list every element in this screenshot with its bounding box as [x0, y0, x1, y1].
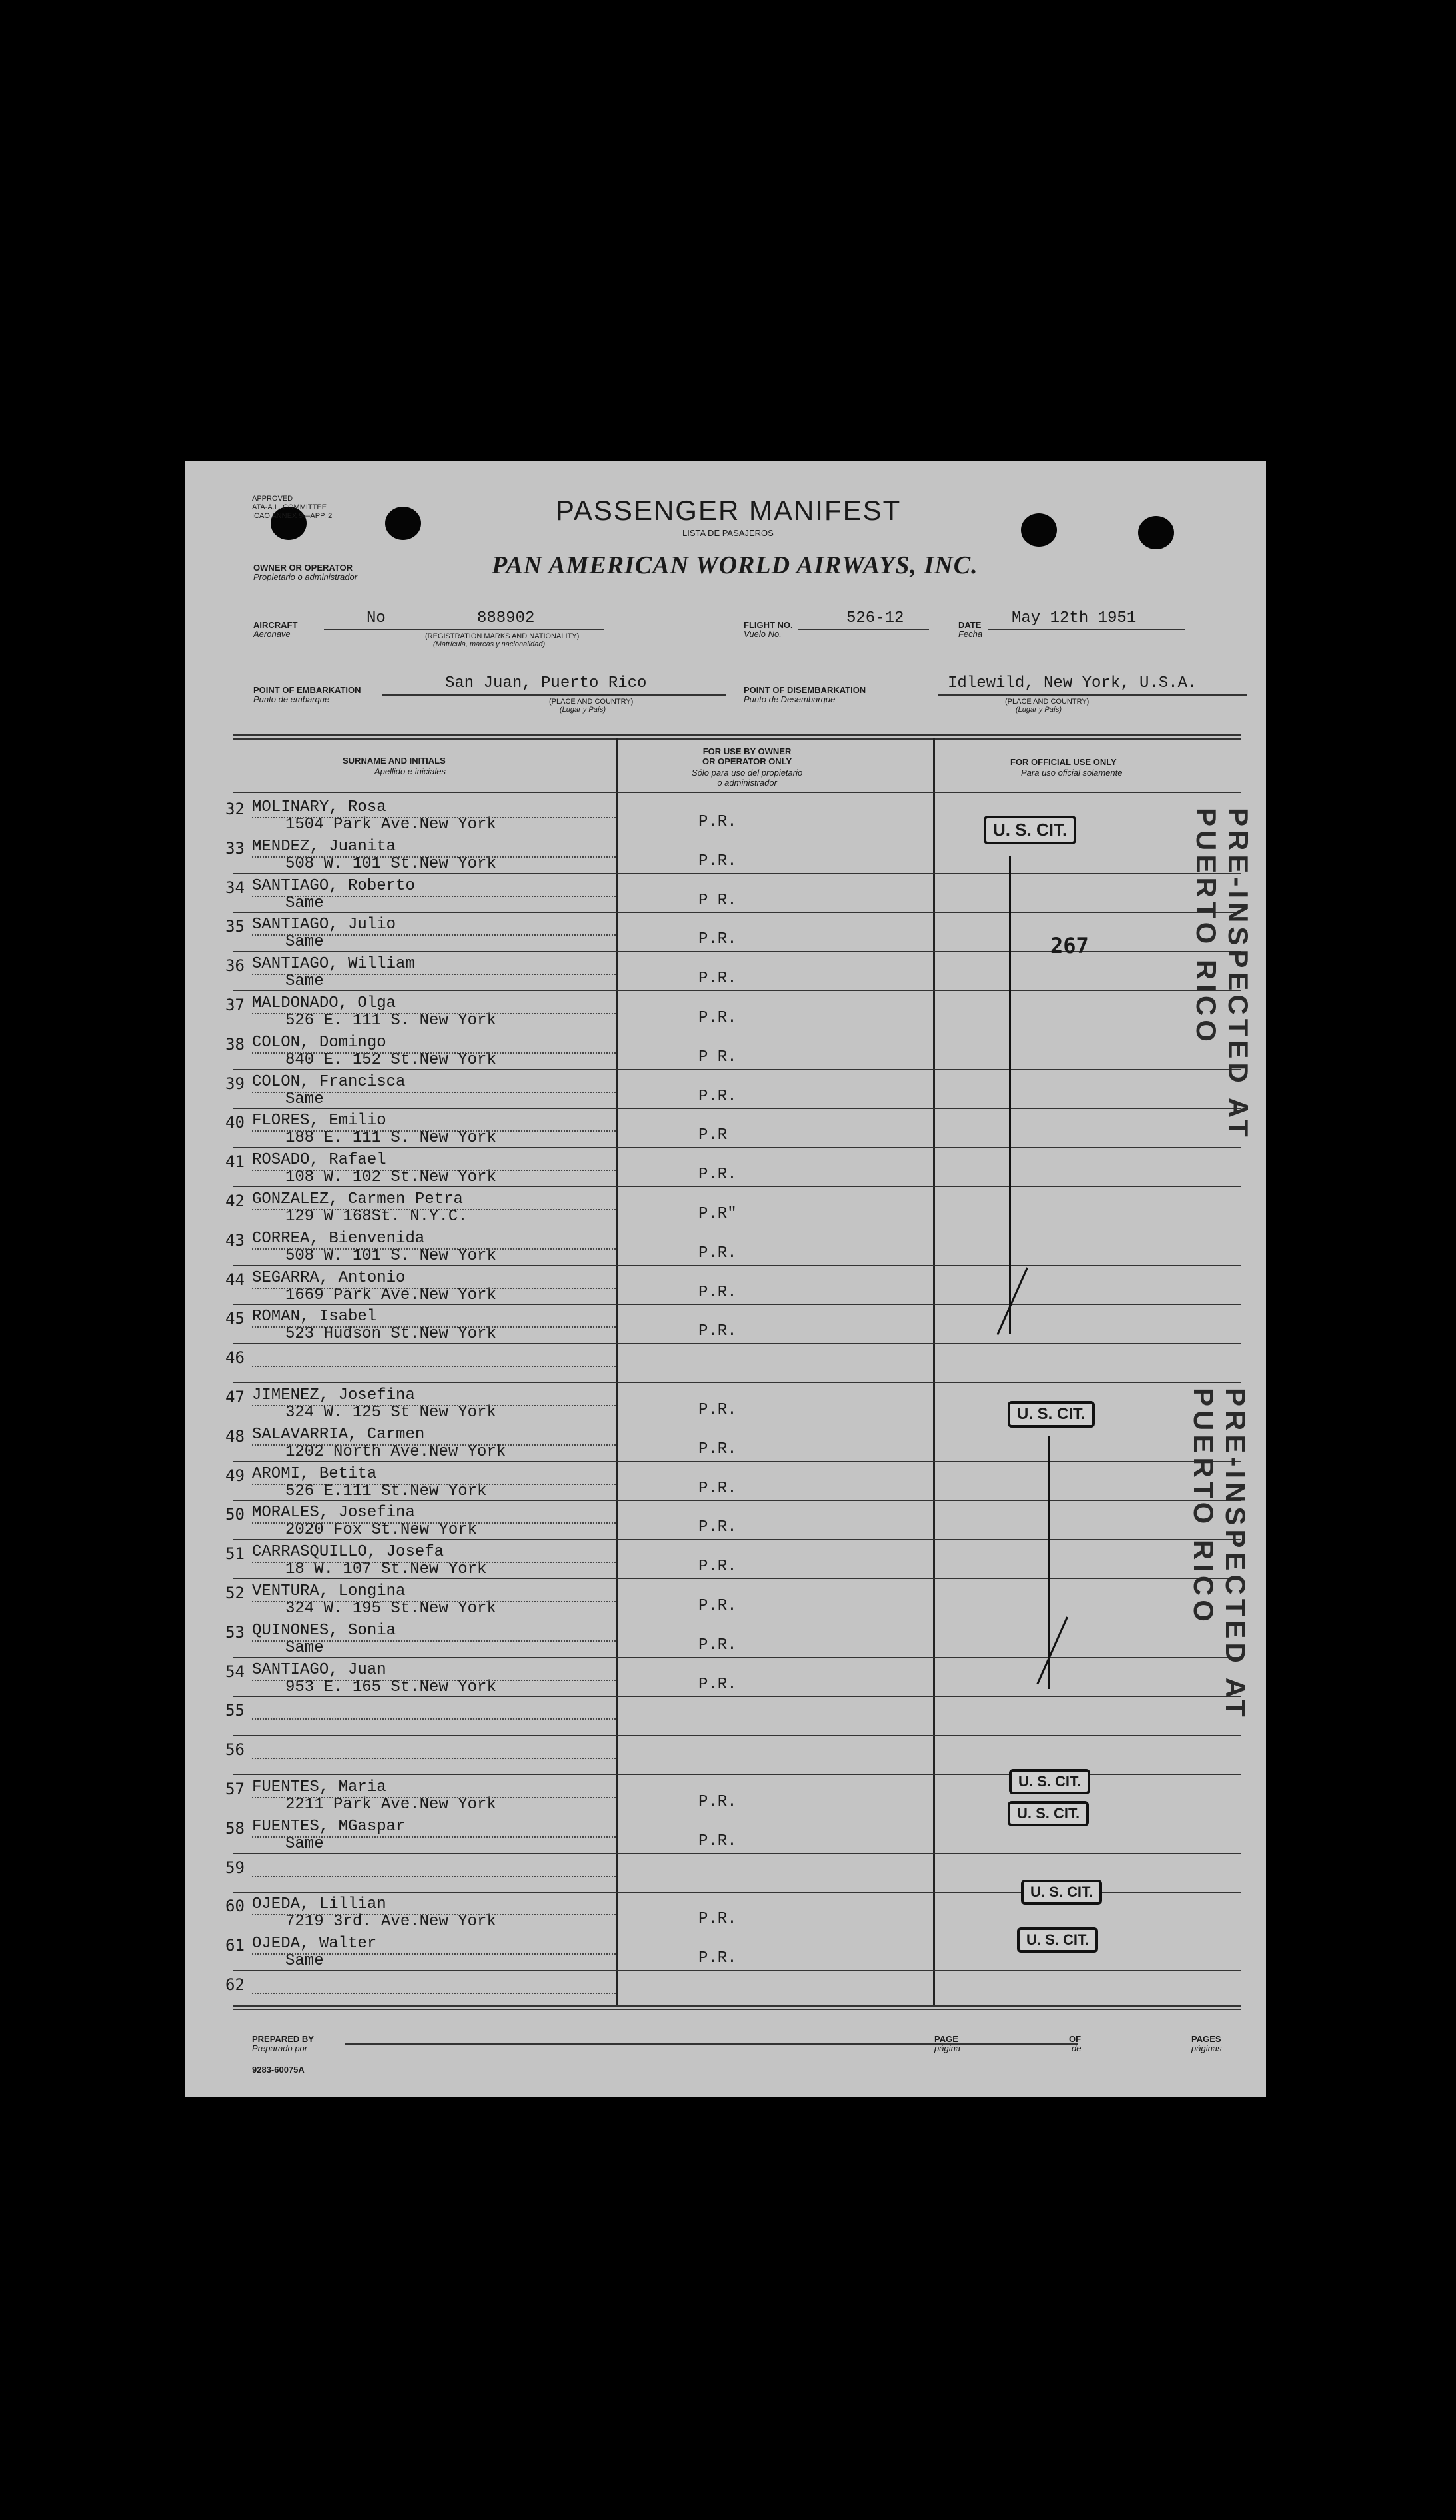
row-divider [233, 1657, 1241, 1658]
row-divider [233, 1578, 1241, 1579]
official-note-number: 267 [1050, 933, 1089, 958]
row-divider [252, 934, 616, 936]
table-row [185, 1148, 1266, 1188]
passenger-address: 840 E. 152 St.New York [285, 1051, 496, 1069]
row-number: 49 [225, 1466, 245, 1485]
operator-note: P.R. [698, 1518, 737, 1536]
row-divider [252, 1052, 616, 1054]
table-row [185, 1854, 1266, 1893]
page-label: PAGE [934, 2034, 958, 2044]
table-row [185, 1619, 1266, 1658]
passenger-address: 188 E. 111 S. New York [285, 1129, 496, 1147]
table-row [185, 913, 1266, 952]
table-row [185, 1932, 1266, 1971]
row-number: 35 [225, 917, 245, 936]
table-row [185, 1188, 1266, 1227]
row-divider [252, 1914, 616, 1915]
row-number: 59 [225, 1858, 245, 1877]
passenger-address: Same [285, 1090, 324, 1108]
col-header-operator-spanish: Sólo para uso del propietario o administrador [692, 768, 803, 788]
page-label-spanish: página [934, 2043, 961, 2053]
disembark-place-country: (PLACE AND COUNTRY) [1005, 698, 1090, 706]
row-divider [233, 873, 1241, 874]
table-row [185, 1658, 1266, 1698]
row-number: 62 [225, 1975, 245, 1994]
row-divider [252, 1953, 616, 1955]
row-divider [233, 1343, 1241, 1344]
disembark-place-country-spanish: (Lugar y País) [1016, 706, 1062, 714]
embark-place-country: (PLACE AND COUNTRY) [549, 698, 634, 706]
pre-inspected-stamp: PRE-INSPECTED AT PUERTO RICO [1191, 808, 1254, 1141]
row-number: 43 [225, 1231, 245, 1250]
row-number: 32 [225, 800, 245, 818]
passenger-name: CORREA, Bienvenida [252, 1230, 425, 1248]
row-divider [233, 990, 1241, 991]
operator-note: P.R. [698, 1244, 737, 1262]
row-divider [252, 1993, 616, 1994]
passenger-name: MENDEZ, Juanita [252, 838, 396, 856]
passenger-address: 1669 Park Ave.New York [285, 1286, 496, 1304]
aircraft-sub-spanish: (Matrícula, marcas y nacionalidad) [433, 640, 546, 648]
table-row [185, 835, 1266, 874]
table-row [185, 1070, 1266, 1110]
of-label-spanish: de [1072, 2043, 1082, 2053]
date-label: DATE [958, 620, 982, 630]
operator-note: P.R. [698, 1009, 737, 1027]
passenger-address: Same [285, 972, 324, 990]
passenger-name: COLON, Domingo [252, 1034, 386, 1052]
col-header-surname: SURNAME AND INITIALS [343, 756, 446, 766]
of-label: OF [1069, 2034, 1082, 2044]
flight-label: FLIGHT NO. [744, 620, 793, 630]
disembark-label: POINT OF DISEMBARKATION [744, 685, 866, 695]
row-divider [252, 1326, 616, 1328]
us-citizen-stamp: U. S. CIT. [1009, 1769, 1090, 1794]
passenger-name: FLORES, Emilio [252, 1112, 386, 1130]
row-divider [252, 974, 616, 975]
operator-note: P.R [698, 1126, 728, 1144]
operator-note: P.R. [698, 1440, 737, 1458]
operator-name: PAN AMERICAN WORLD AIRWAYS, INC. [492, 551, 978, 579]
passenger-name: AROMI, Betita [252, 1465, 377, 1483]
passenger-name: SANTIAGO, Roberto [252, 877, 415, 895]
passenger-address: 129 W 168St. N.Y.C. [285, 1208, 468, 1226]
aircraft-label: AIRCRAFT [253, 620, 298, 630]
operator-note: P.R. [698, 1322, 737, 1340]
col-header-official: FOR OFFICIAL USE ONLY [1010, 757, 1117, 767]
aircraft-label-spanish: Aeronave [253, 629, 291, 639]
table-row [185, 1736, 1266, 1776]
operator-note: P.R. [698, 1832, 737, 1850]
owner-label-spanish: Propietario o administrador [253, 572, 358, 582]
row-divider [252, 1601, 616, 1602]
punch-hole [1021, 513, 1057, 547]
operator-note: P.R. [698, 1793, 737, 1811]
passenger-name: MORALES, Josefina [252, 1504, 415, 1522]
us-citizen-stamp: U. S. CIT. [1021, 1880, 1102, 1905]
operator-note: P R. [698, 892, 737, 910]
date-label-spanish: Fecha [958, 629, 983, 639]
table-row [185, 1776, 1266, 1815]
row-divider [252, 1484, 616, 1485]
manifest-document [185, 461, 1266, 2097]
operator-note: P R. [698, 1048, 737, 1066]
table-row [185, 796, 1266, 835]
row-divider [252, 1797, 616, 1798]
prepared-by-label-spanish: Preparado por [252, 2043, 308, 2053]
row-number: 57 [225, 1780, 245, 1798]
passenger-name: ROSADO, Rafael [252, 1151, 386, 1169]
owner-label: OWNER OR OPERATOR [253, 563, 353, 573]
row-divider [233, 2009, 1241, 2010]
row-number: 46 [225, 1348, 245, 1367]
passenger-name: SANTIAGO, Juan [252, 1661, 386, 1679]
passenger-address: 18 W. 107 St.New York [285, 1560, 487, 1578]
passenger-name: ROMAN, Isabel [252, 1308, 377, 1326]
operator-note: P.R. [698, 1558, 737, 1576]
embark-label: POINT OF EMBARKATION [253, 685, 361, 695]
row-number: 61 [225, 1936, 245, 1955]
table-row [185, 952, 1266, 992]
row-divider [252, 1444, 616, 1446]
row-divider [252, 1562, 616, 1563]
col-header-official-spanish: Para uso oficial solamente [1021, 768, 1123, 778]
operator-note: P.R. [698, 1597, 737, 1615]
row-divider [252, 1248, 616, 1250]
table-row [185, 1580, 1266, 1619]
embark-place-country-spanish: (Lugar y País) [560, 706, 606, 714]
operator-note: P.R. [698, 1949, 737, 1967]
pages-label: PAGES [1191, 2034, 1221, 2044]
table-row [185, 1109, 1266, 1148]
passenger-address: 108 W. 102 St.New York [285, 1168, 496, 1186]
passenger-address: 1504 Park Ave.New York [285, 816, 496, 834]
row-number: 52 [225, 1584, 245, 1602]
passenger-address: 2020 Fox St.New York [285, 1521, 478, 1539]
row-divider [233, 1069, 1241, 1070]
row-divider [252, 1876, 616, 1877]
row-divider [252, 1680, 616, 1681]
disembarkation-point: Idlewild, New York, U.S.A. [948, 674, 1197, 692]
row-divider [233, 1539, 1241, 1540]
row-divider [252, 817, 616, 818]
table-row [185, 1462, 1266, 1502]
row-divider [252, 1836, 616, 1838]
punch-hole [1138, 516, 1174, 549]
aircraft-registration: 888902 [477, 609, 535, 627]
row-divider [233, 1382, 1241, 1383]
table-row [185, 1423, 1266, 1462]
row-divider [252, 1209, 616, 1210]
flight-number: 526-12 [846, 609, 904, 627]
table-row [185, 1031, 1266, 1070]
row-number: 47 [225, 1388, 245, 1406]
check-line [1048, 1436, 1050, 1689]
row-number: 50 [225, 1505, 245, 1524]
row-divider [252, 1718, 616, 1720]
operator-note: P.R. [698, 930, 737, 948]
col-header-operator: FOR USE BY OWNER OR OPERATOR ONLY [702, 746, 792, 766]
row-number: 39 [225, 1074, 245, 1093]
pre-inspected-stamp: PRE-INSPECTED AT PUERTO RICO [1188, 1388, 1251, 1721]
embark-label-spanish: Punto de embarque [253, 694, 330, 704]
operator-note: P.R. [698, 1676, 737, 1694]
check-line [1009, 856, 1011, 1334]
aircraft-sub: (REGISTRATION MARKS AND NATIONALITY) [425, 632, 580, 640]
row-divider [233, 1265, 1241, 1266]
passenger-name: MALDONADO, Olga [252, 994, 396, 1012]
table-row [185, 1501, 1266, 1540]
passenger-name: MOLINARY, Rosa [252, 798, 386, 816]
table-row [185, 992, 1266, 1031]
us-citizen-stamp: U. S. CIT. [1008, 1401, 1095, 1428]
passenger-address: 324 W. 195 St.New York [285, 1600, 496, 1618]
table-row [185, 1384, 1266, 1423]
row-number: 44 [225, 1270, 245, 1289]
embarkation-point: San Juan, Puerto Rico [445, 674, 647, 692]
row-number: 37 [225, 996, 245, 1014]
passenger-name: SANTIAGO, Julio [252, 916, 396, 934]
form-number: 9283-60075A [252, 2065, 305, 2075]
us-citizen-stamp: U. S. CIT. [1017, 1927, 1098, 1953]
passenger-address: Same [285, 894, 324, 912]
row-divider [252, 896, 616, 897]
row-number: 51 [225, 1544, 245, 1563]
row-divider [233, 951, 1241, 952]
row-divider [252, 1522, 616, 1524]
flight-label-spanish: Vuelo No. [744, 629, 782, 639]
passenger-address: Same [285, 1639, 324, 1657]
table-row [185, 1815, 1266, 1854]
row-number: 36 [225, 956, 245, 975]
passenger-address: 2211 Park Ave.New York [285, 1796, 496, 1814]
passenger-address: Same [285, 1835, 324, 1853]
row-number: 58 [225, 1819, 245, 1838]
row-number: 33 [225, 839, 245, 858]
row-number: 40 [225, 1113, 245, 1132]
passenger-name: CARRASQUILLO, Josefa [252, 1543, 444, 1561]
passenger-address: Same [285, 1952, 324, 1970]
prepared-by-label: PREPARED BY [252, 2034, 314, 2044]
punch-hole [385, 507, 421, 540]
page-title: PASSENGER MANIFEST [556, 495, 902, 526]
row-divider [233, 1735, 1241, 1736]
operator-note: P.R. [698, 852, 737, 870]
operator-note: P.R. [698, 1480, 737, 1498]
passenger-address: 1202 North Ave.New York [285, 1443, 506, 1461]
row-divider [233, 1461, 1241, 1462]
operator-note: P.R. [698, 1636, 737, 1654]
passenger-name: SEGARRA, Antonio [252, 1269, 406, 1287]
pages-label-spanish: páginas [1191, 2043, 1222, 2053]
operator-note: P.R" [698, 1205, 737, 1223]
passenger-name: SANTIAGO, William [252, 955, 415, 973]
passenger-address: 324 W. 125 St New York [285, 1404, 496, 1422]
table-row [185, 874, 1266, 914]
row-divider [252, 856, 616, 858]
row-number: 41 [225, 1152, 245, 1171]
operator-note: P.R. [698, 970, 737, 988]
row-divider [252, 1013, 616, 1014]
form-approval-code: APPROVED ATA-A.L. COMMITTEE ICAO ANNEX 9—APP. 2 [252, 495, 333, 520]
operator-note: P.R. [698, 1088, 737, 1106]
passenger-address: Same [285, 933, 324, 951]
passenger-name: OJEDA, Lillian [252, 1895, 386, 1913]
table-row [185, 1344, 1266, 1384]
passenger-address: 508 W. 101 S. New York [285, 1247, 496, 1265]
disembark-label-spanish: Punto de Desembarque [744, 694, 836, 704]
us-citizen-stamp: U. S. CIT. [984, 816, 1076, 844]
row-number: 42 [225, 1192, 245, 1210]
passenger-name: VENTURA, Longina [252, 1582, 406, 1600]
flight-date: May 12th 1951 [1012, 609, 1137, 627]
operator-note: P.R. [698, 1910, 737, 1928]
row-divider [252, 1092, 616, 1093]
operator-note: P.R. [698, 1401, 737, 1419]
row-divider [252, 1758, 616, 1759]
row-number: 60 [225, 1897, 245, 1915]
passenger-address: 7219 3rd. Ave.New York [285, 1913, 496, 1931]
row-divider [233, 1970, 1241, 1971]
table-row [185, 1227, 1266, 1266]
row-divider [233, 1147, 1241, 1148]
col-header-surname-spanish: Apellido e iniciales [374, 766, 446, 776]
passenger-name: FUENTES, Maria [252, 1778, 386, 1796]
passenger-address: 526 E. 111 S. New York [285, 1012, 496, 1030]
table-row [185, 1697, 1266, 1736]
us-citizen-stamp: U. S. CIT. [1008, 1801, 1089, 1826]
row-number: 45 [225, 1309, 245, 1328]
table-row [185, 1540, 1266, 1580]
row-divider [252, 1170, 616, 1171]
row-number: 34 [225, 878, 245, 897]
table-row [185, 1305, 1266, 1344]
aircraft-no-label: No [366, 609, 386, 627]
operator-note: P.R. [698, 813, 737, 831]
row-divider [233, 1186, 1241, 1187]
row-number: 56 [225, 1740, 245, 1759]
row-divider [233, 1853, 1241, 1854]
passenger-name: QUINONES, Sonia [252, 1622, 396, 1640]
row-divider [252, 1640, 616, 1642]
row-divider [252, 1288, 616, 1289]
passenger-name: FUENTES, MGaspar [252, 1818, 406, 1836]
page-title-spanish: LISTA DE PASAJEROS [682, 528, 774, 538]
row-divider [252, 1366, 616, 1367]
table-row [185, 1893, 1266, 1932]
row-number: 54 [225, 1662, 245, 1681]
passenger-name: JIMENEZ, Josefina [252, 1386, 415, 1404]
operator-note: P.R. [698, 1284, 737, 1302]
passenger-address: 523 Hudson St.New York [285, 1325, 496, 1343]
passenger-address: 953 E. 165 St.New York [285, 1678, 496, 1696]
passenger-name: SALAVARRIA, Carmen [252, 1426, 425, 1444]
operator-note: P.R. [698, 1166, 737, 1184]
row-divider [252, 1130, 616, 1132]
row-number: 55 [225, 1701, 245, 1720]
row-divider [252, 1405, 616, 1406]
passenger-name: COLON, Francisca [252, 1073, 406, 1091]
row-number: 53 [225, 1623, 245, 1642]
passenger-address: 526 E.111 St.New York [285, 1482, 487, 1500]
passenger-name: GONZALEZ, Carmen Petra [252, 1190, 463, 1208]
row-number: 48 [225, 1427, 245, 1446]
table-row [185, 1266, 1266, 1306]
passenger-address: 508 W. 101 St.New York [285, 855, 496, 873]
row-number: 38 [225, 1035, 245, 1054]
passenger-name: OJEDA, Walter [252, 1935, 377, 1953]
